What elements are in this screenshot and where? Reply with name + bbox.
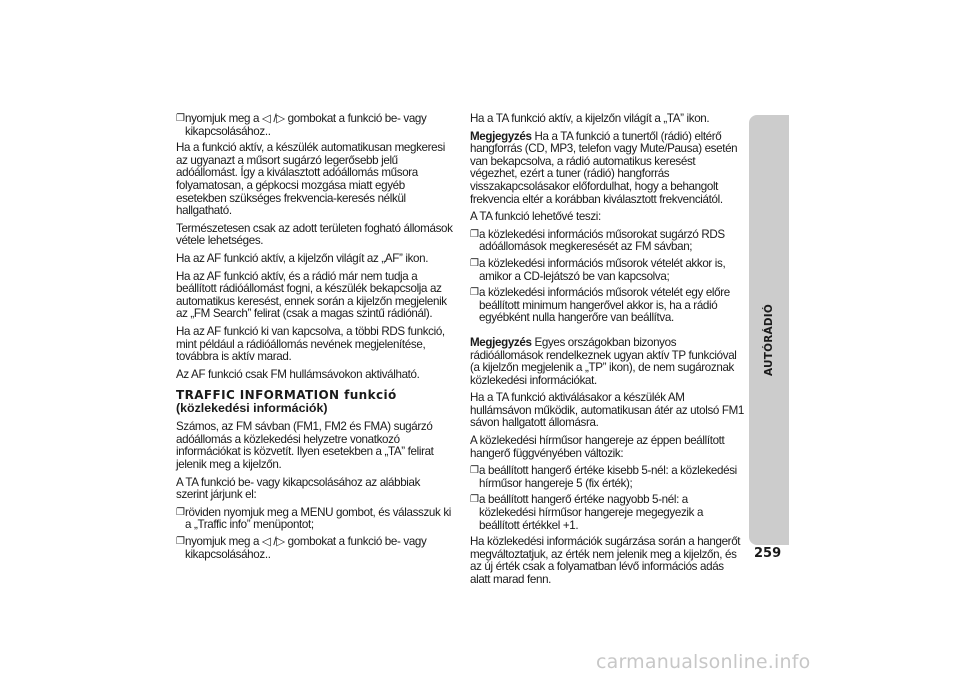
paragraph: A TA funkció be- vagy kikapcsolásához az alábbiak szerint járjunk el: bbox=[176, 475, 421, 502]
list-item: ❐ a közlekedési információs műsorok vételét egy előre beállított minimum hangerővel akkor is, ha a rádió egyébként nulla hangerőre van beállítva. bbox=[470, 286, 730, 325]
watermark: carmanualsonline.info bbox=[596, 651, 811, 673]
paragraph: Ha közlekedési információk sugárzása során a hangerőt megváltoztatjuk, az érték nem jelenik meg a kijelzőn, és az új érték csak a folyamatban lévő információs adás alatt marad fenn. bbox=[470, 535, 741, 586]
paragraph: Ha az AF funkció aktív, a kijelzőn világít az „AF” ikon. bbox=[176, 251, 429, 265]
paragraph: Ha a funkció aktív, a készülék automatikusan megkeresi az ugyanazt a műsort sugárzó legerősebb jelű adóállomást. Így a kiválasztott adóállomás műsora folyamatosan, a gépkocsi mozgása miatt egyéb esetekben szükséges frekvencia-keresés nélkül hallgatható. bbox=[176, 141, 445, 218]
note bbox=[470, 131, 744, 207]
paragraph: Ha az AF funkció ki van kapcsolva, a többi RDS funkció, mint például a rádióállomás nevének megjelenítése, továbbra is aktív marad. bbox=[176, 324, 445, 364]
checkbox-bullet-icon: ❐ bbox=[176, 113, 185, 124]
page-number: 259 bbox=[754, 546, 782, 561]
paragraph: Számos, az FM sávban (FM1, FM2 és FMA) sugárzó adóállomás a közlekedési helyzetre vonatkozó információkat is közvetít. Ilyen esetekben a „TA” felirat jelenik meg a kijelzőn. bbox=[176, 420, 434, 472]
checkbox-bullet-icon: ❐ bbox=[176, 536, 185, 548]
note-text: Ha a TA funkció a tunertől (rádió) eltérő hangforrás (CD, MP3, telefon vagy Mute/Pausa) esetén van bekapcsolva, a rádió automatikus keresést végezhet, ezért a tuner (rádió) hangforrás visszakapcsolásakor előfordulhat, hogy a behangolt frekvencia eltér a korábban kiválasztott frekvenciától. bbox=[470, 129, 738, 206]
checkbox-bullet-icon: ❐ bbox=[470, 257, 479, 269]
section-heading-subtitle: (közlekedési információk) bbox=[176, 401, 328, 416]
paragraph: Ha a TA funkció aktiválásakor a készülék AM hullámsávon működik, automatikusan átér az utolsó FM1 sávon hallgatott állomásra. bbox=[470, 391, 745, 430]
checkbox-bullet-icon: ❐ bbox=[470, 228, 479, 240]
note-text: Egyes országokban bizonyos rádióállomások rendelkeznek ugyan aktív TP funkcióval (a kijelzőn megjelenik a „TP” ikon), de nem sugároznak közlekedési információkat. bbox=[470, 335, 737, 387]
list-item: ❐ a beállított hangerő értéke nagyobb 5-nél: a közlekedési hírműsor hangereje megegyezik a beállított értékkel +1. bbox=[470, 493, 704, 532]
paragraph: Ha az AF funkció aktív, és a rádió már nem tudja a beállított rádióállomást fogni, a készülék bekapcsolja az automatikus keresést, ennek során a kijelzőn megjelenik az „FM Search” felirat (csak a magas szintű rádiónál). bbox=[176, 269, 447, 321]
note bbox=[470, 337, 744, 387]
checkbox-bullet-icon: ❐ bbox=[470, 494, 479, 506]
paragraph: Ha a TA funkció aktív, a kijelzőn világít a „TA” ikon. bbox=[470, 112, 710, 125]
paragraph: Természetesen csak az adott területen fogható állomások vétele lehetséges. bbox=[176, 221, 453, 248]
checkbox-bullet-icon: ❐ bbox=[176, 506, 185, 518]
list-item: ❐ röviden nyomjuk meg a MENU gombot, és válasszuk ki a „Traffic info” menüpontot; bbox=[176, 505, 452, 532]
section-heading bbox=[176, 389, 453, 415]
paragraph: A közlekedési hírműsor hangereje az éppen beállított hangerő függvényében változik: bbox=[470, 434, 725, 460]
right-column bbox=[470, 113, 744, 592]
list-item: ❐ a beállított hangerő értéke kisebb 5-nél: a közlekedési hírműsor hangereje 5 (fix érték); bbox=[470, 464, 737, 490]
list-item: ❐ nyomjuk meg a ◁ /▷ gombokat a funkció be- vagy kikapcsolásához.. bbox=[176, 535, 427, 561]
note-label: Megjegyzés bbox=[470, 335, 532, 349]
list-item: ❐ nyomjuk meg a ◁ /▷ gombokat a funkció be- vagy kikapcsolásához.. bbox=[176, 112, 427, 138]
note-label: Megjegyzés bbox=[470, 129, 532, 143]
list-item: ❐ a közlekedési információs műsorok vételét akkor is, amikor a CD-lejátszó be van kapcsolva; bbox=[470, 256, 726, 283]
checkbox-bullet-icon: ❐ bbox=[470, 287, 479, 299]
section-tab-label: AUTÓRÁDIÓ bbox=[763, 304, 776, 376]
list-item: ❐ a közlekedési információs műsorokat sugárzó RDS adóállomások megkeresését az FM sávban; bbox=[470, 227, 725, 254]
left-column bbox=[176, 113, 453, 565]
paragraph: A TA funkció lehetővé teszi: bbox=[470, 210, 601, 224]
section-heading-title: TRAFFIC INFORMATION funkció bbox=[176, 388, 397, 403]
paragraph: Az AF funkció csak FM hullámsávokon aktiválható. bbox=[176, 367, 420, 381]
checkbox-bullet-icon: ❐ bbox=[470, 465, 479, 477]
